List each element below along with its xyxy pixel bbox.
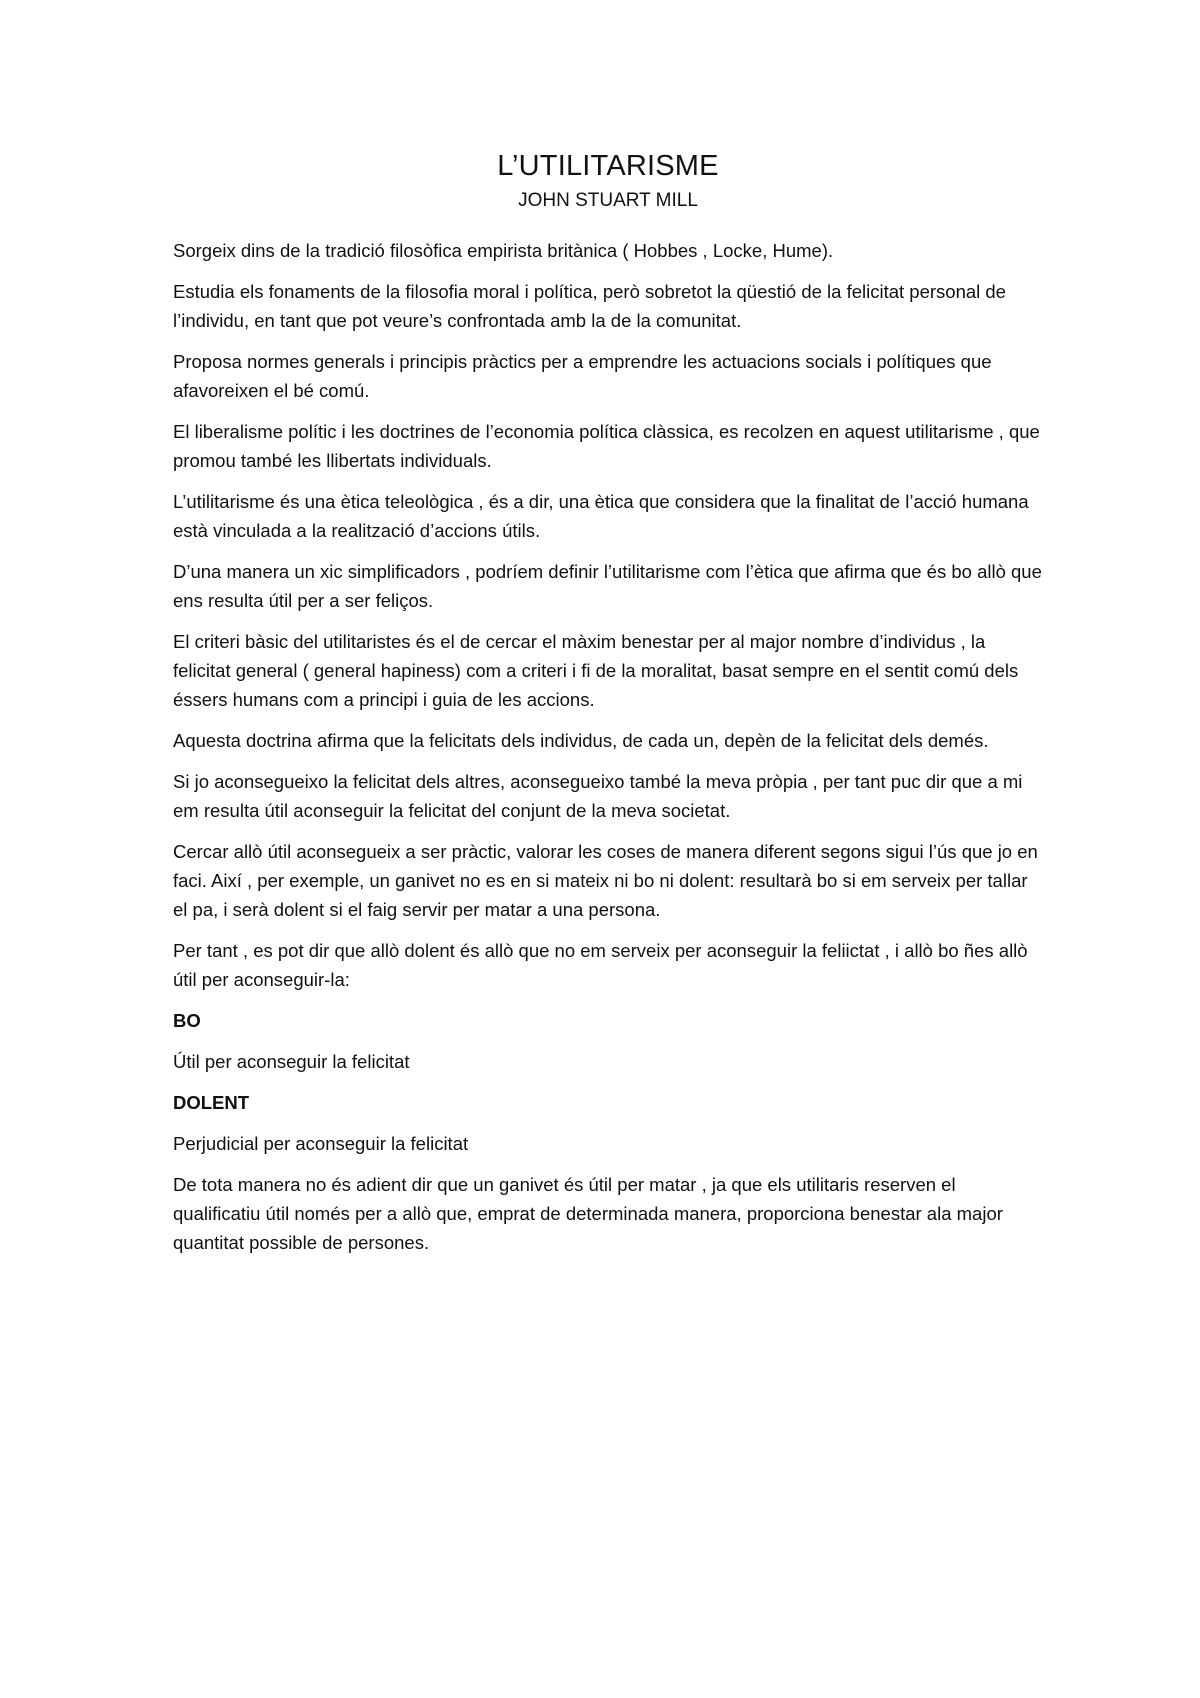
paragraph-doctrine: Aquesta doctrina afirma que la felicitats dels individus, de cada un, depèn de la felicitat dels demés.: [173, 730, 989, 751]
paragraph-useful-practical: Cercar allò útil aconsegueix a ser pràctic, valorar les coses de manera diferent segons sigui l’ús que jo en faci. Així , per exemple, un ganivet no es en si mateix ni bo ni dolent: resultarà bo si em serveix per tallar el pa, i serà dolent si el faig servir per matar a una persona.: [173, 841, 1038, 920]
paragraph-final: De tota manera no és adient dir que un ganivet és útil per matar , ja que els utilitaris reserven el qualificatiu útil només per a allò que, emprat de determinada manera, proporciona benestar ala major quantitat possible de persones.: [173, 1174, 1003, 1253]
dolent-text: Perjudicial per aconseguir la felicitat: [173, 1133, 469, 1154]
bo-heading: BO: [173, 1010, 201, 1031]
dolent-heading: DOLENT: [173, 1092, 250, 1113]
paragraph-liberalism: El liberalisme polític i les doctrines de l’economia política clàssica, es recolzen en aquest utilitarisme , que promou també les llibertats individuals.: [173, 421, 1040, 471]
paragraph-norms: Proposa normes generals i principis pràctics per a emprendre les actuacions socials i polítiques que afavoreixen el bé comú.: [173, 351, 992, 401]
paragraph-others-happiness: Si jo aconsegueixo la felicitat dels altres, aconsegueixo també la meva pròpia , per tant puc dir que a mi em resulta útil aconseguir la felicitat del conjunt de la meva societat.: [173, 771, 1023, 821]
paragraph-origin: Sorgeix dins de la tradició filosòfica empirista britànica ( Hobbes , Locke, Hume).: [173, 240, 834, 261]
bo-text: Útil per aconseguir la felicitat: [173, 1051, 410, 1072]
paragraph-criterion: El criteri bàsic del utilitaristes és el de cercar el màxim benestar per al major nombre d’individus , la felicitat general ( general hapiness) com a criteri i fi de la moralitat, basat sempre en el sentit comú dels éssers humans com a principi i guia de les accions.: [173, 631, 1019, 710]
paragraph-definition: D’una manera un xic simplificadors , podríem definir l’utilitarisme com l’ètica que afirma que és bo allò que ens resulta útil per a ser feliços.: [173, 561, 1042, 611]
document-title: L’UTILITARISME: [497, 150, 719, 182]
paragraph-foundations: Estudia els fonaments de la filosofia moral i política, però sobretot la qüestió de la felicitat personal de l’individu, en tant que pot veure’s confrontada amb la de la comunitat.: [173, 281, 1006, 331]
paragraph-teleological: L’utilitarisme és una ètica teleològica , és a dir, una ètica que considera que la finalitat de l’acció humana està vinculada a la realització d’accions útils.: [173, 491, 1029, 541]
document-body: [173, 148, 1043, 1269]
paragraph-good-bad: Per tant , es pot dir que allò dolent és allò que no em serveix per aconseguir la feliictat , i allò bo ñes allò útil per aconseguir-la:: [173, 940, 1028, 990]
document-subtitle: JOHN STUART MILL: [518, 190, 698, 211]
